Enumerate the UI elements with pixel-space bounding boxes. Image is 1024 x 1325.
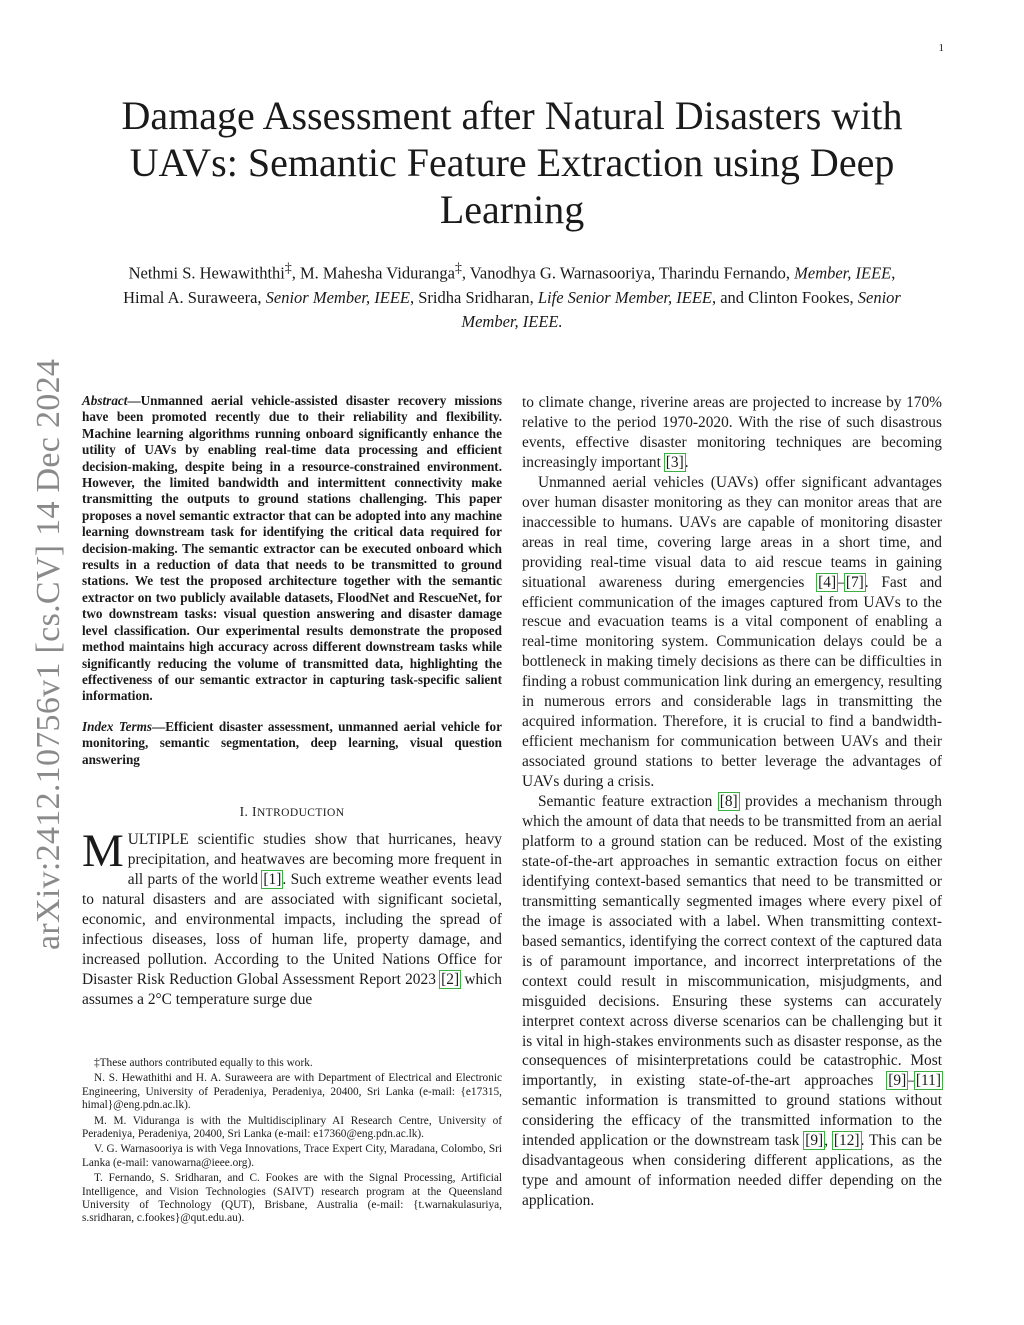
author-role: Senior Member, IEEE — [265, 287, 410, 307]
index-terms-text: —Efficient disaster assessment, unmanned aerial vehicle for monitoring, semantic segmentation, deep learning, visual question answering — [82, 718, 502, 767]
page-number: 1 — [938, 42, 944, 54]
footnote: V. G. Warnasooriya is with Vega Innovations, Trace Expert City, Maradana, Colombo, Sri Lanka (e-mail: vanowarna@ieee.org). — [82, 1143, 502, 1169]
citation-link[interactable]: [7] — [845, 573, 864, 591]
author-list — [112, 256, 912, 334]
citation-range-dash: – — [837, 573, 845, 591]
section-title-initial: I — [252, 803, 257, 819]
citation-separator: , — [824, 1132, 833, 1150]
body-paragraph — [522, 393, 942, 473]
paragraph-text: . This can be disadvantageous when considering different applications, as the type and amount of information needed differ depending on the application. — [522, 1132, 942, 1210]
author-name: , Himal A. Suraweera, — [123, 263, 896, 307]
citation-link[interactable]: [4] — [818, 573, 837, 591]
abstract-text: —Unmanned aerial vehicle-assisted disaster recovery missions have been promoted recently due to their reliability and flexibility. Machine learning algorithms running onboard significantly enhance the utility of UAVs by enabling real-time data processing and efficient decision-making, despite being in a resource-constrained environment. However, the limited bandwidth and intermittent connectivity make transmitting the outputs to ground stations challenging. This paper proposes a novel semantic extractor that can be adopted into any machine learning downstream task for identifying the critical data required for decision-making. The semantic extractor can be executed onboard which results in a reduction of data that needs to be transmitted to ground stations. We test the proposed architecture together with the semantic extractor on two publicly available datasets, FloodNet and RescueNet, for two downstream tasks: visual question answering and disaster damage level classification. Our experimental results demonstrate the proposed method maintains high accuracy across different downstream tasks while significantly reducing the volume of transmitted data, highlighting the effectiveness of our semantic extractor in capturing task-specific salient information. — [82, 393, 502, 704]
citation-link[interactable]: [12] — [833, 1132, 860, 1150]
author-role: Life Senior Member, IEEE — [537, 287, 712, 307]
right-column — [522, 393, 942, 1211]
section-title-rest: NTRODUCTION — [256, 806, 345, 819]
citation-link[interactable]: [3] — [665, 453, 684, 471]
citation-link[interactable]: [9] — [805, 1132, 824, 1150]
arxiv-side-stamp — [30, 350, 70, 950]
body-paragraph — [522, 792, 942, 1211]
footnotes — [82, 1057, 502, 1228]
footnote: M. M. Viduranga is with the Multidisciplinary AI Research Centre, University of Peradeniya, Peradeniya, 20400, Sri Lanka (e-mail: e17360@eng.pdn.ac.lk). — [82, 1114, 502, 1141]
abstract — [82, 393, 502, 705]
paragraph-text: . — [684, 453, 689, 471]
paragraph-text: ULTIPLE scientific studies show that hurricanes, heavy precipitation, and heatwaves are becoming more frequent in all parts of the world — [127, 830, 502, 888]
citation-link[interactable]: [11] — [915, 1072, 941, 1090]
footnote: N. S. Hewathithi and H. A. Suraweera are with Department of Electrical and Electronic Engineering, University of Peradeniya, Peradeniya, 20400, Sri Lanka (e-mail: {e17315, himal}@eng.pdn.ac.lk). — [82, 1072, 502, 1112]
paragraph-text: Semantic feature extraction — [538, 793, 719, 811]
intro-paragraph — [82, 824, 502, 1010]
left-column — [82, 393, 502, 1010]
citation-link[interactable]: [8] — [719, 793, 738, 811]
citation-link[interactable]: [2] — [441, 970, 460, 988]
paragraph-text: Unmanned aerial vehicles (UAVs) offer significant advantages over human disaster monitoring as they can monitor areas that are inaccessible to humans. UAVs are capable of monitoring disaster areas in real time, covering large areas in a short time, and providing real-time visual data to aid rescue teams in gaining situational awareness during emergencies — [522, 473, 942, 591]
paragraph-text: which assumes a 2°C temperature surge due — [82, 970, 502, 1008]
citation-link[interactable]: [9] — [888, 1072, 907, 1090]
author-name: , M. Mahesha Viduranga — [291, 263, 455, 283]
author-role: Member, IEEE — [794, 263, 892, 283]
footnote: T. Fernando, S. Sridharan, and C. Fookes are with the Signal Processing, Artificial Intelligence, and Vision Technologies (SAIVT) research program at the Queensland University of Technology (QUT), Brisbane, Australia (e-mail: {t.warnakulasuriya, s.sridharan, c.fookes}@qut.edu.au). — [82, 1172, 502, 1225]
author-name: Nethmi S. Hewawiththi — [128, 263, 285, 283]
author-name: , and Clinton Fookes, — [711, 287, 858, 307]
section-heading-introduction — [82, 804, 502, 820]
author-role: Senior Member, IEEE. — [461, 287, 901, 331]
drop-cap: M — [82, 824, 124, 877]
paragraph-text: provides a mechanism through which the amount of data that needs to be transmitted from an aerial platform to a ground station can be reduced. Most of the existing state-of-the-art approaches in semantic extraction focus on either identifying context-based semantics that need to be transmitted or transmitting semantically segmented images where every pixel of the image is associated with a label. When transmitting context-based semantics, identifying the correct context of the captured data is of paramount importance, and incorrect interpretations of the context could result in miscommunication, misjudgments, and misguided decisions. Ensuring these systems can accurately interpret context across diverse scenarios can be challenging but it is vital in high-stakes environments such as disaster response, as the consequences of misinterpretations could be catastrophic. Most importantly, in existing state-of-the-art approaches — [522, 793, 942, 1090]
paragraph-text: . Such extreme weather events lead to natural disasters and are associated with significant societal, economic, and environmental impacts, including the spread of infectious diseases, loss of human life, property damage, and increased pollution. According to the United Nations Office for Disaster Risk Reduction Global Assessment Report 2023 — [82, 870, 502, 988]
paper-title: Damage Assessment after Natural Disasters with UAVs: Semantic Feature Extraction using Deep Learning — [121, 93, 903, 232]
paragraph-text: . Fast and efficient communication of the images captured from UAVs to the rescue and evacuation teams is a vital component of enabling a real-time monitoring system. Communication delays could be a bottleneck in making timely decisions as there can be difficulties in finding a robust communication link during an emergency, resulting in numerous errors and considerable lags in transmitting the acquired information. Therefore, it is crucial to find a bandwidth-efficient mechanism for communication between UAVs and their associated ground stations to better leverage the advantages of UAVs during a crisis. — [522, 573, 943, 791]
section-numeral: I. — [239, 803, 253, 819]
equal-contribution-mark: ‡ — [284, 260, 292, 275]
author-name: , Vanodhya G. Warnasooriya, Tharindu Fernando, — [461, 263, 795, 283]
body-paragraph — [522, 473, 942, 792]
citation-link[interactable]: [1] — [263, 870, 282, 888]
index-terms-label: Index Terms — [82, 718, 153, 734]
paragraph-text: to climate change, riverine areas are projected to increase by 170% relative to the period 1970-2020. With the rise of such disastrous events, effective disaster monitoring techniques are becoming increasingly important — [522, 394, 942, 471]
arxiv-identifier[interactable]: arXiv:2412.10756v1 [cs.CV] 14 Dec 2024 — [30, 358, 67, 950]
paragraph-text: semantic information is transmitted to ground stations without considering the efficacy of the transmitted information to the intended application or the downstream task — [522, 1092, 942, 1150]
footnote: ‡These authors contributed equally to this work. — [94, 1057, 313, 1069]
author-name: , Sridha Sridharan, — [409, 287, 538, 307]
index-terms — [82, 719, 502, 768]
abstract-label: Abstract — [82, 393, 128, 408]
equal-contribution-mark: ‡ — [454, 260, 462, 275]
citation-range-dash: – — [907, 1072, 915, 1090]
